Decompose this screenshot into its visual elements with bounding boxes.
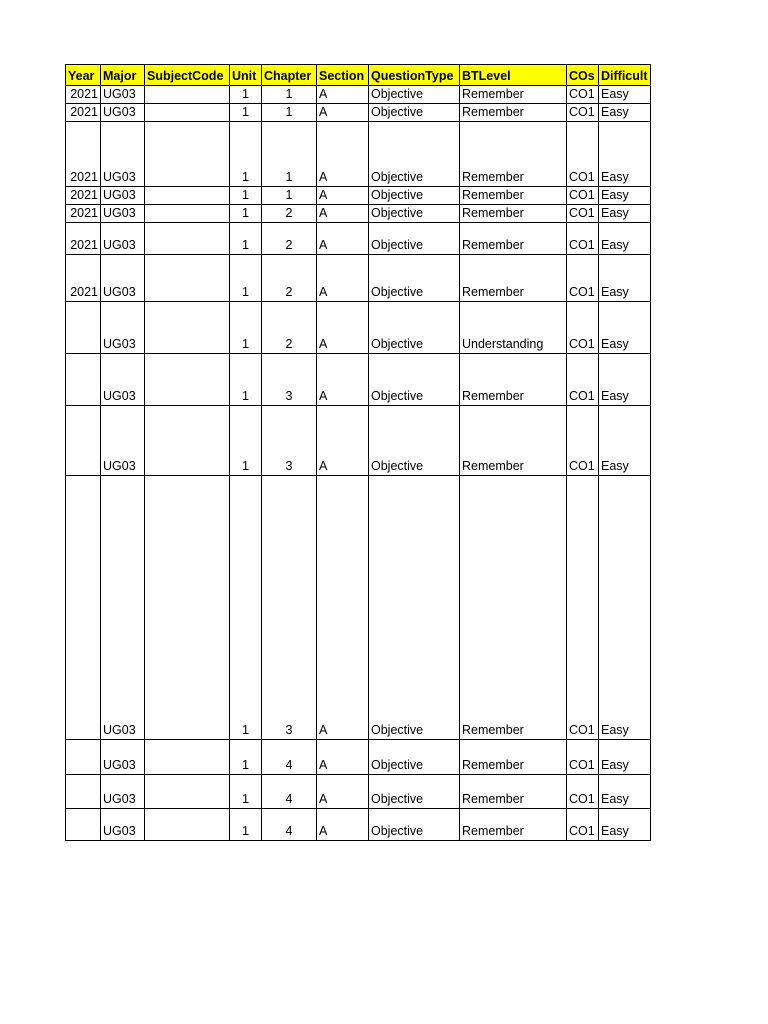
cell-difficult[interactable]: Easy: [599, 86, 651, 104]
table-row: [66, 476, 651, 740]
cell-year[interactable]: [66, 740, 101, 775]
cell-bt-level[interactable]: Remember: [460, 406, 567, 476]
cell-difficult[interactable]: Easy: [599, 775, 651, 809]
cell-subject-code[interactable]: [145, 476, 230, 740]
header-section[interactable]: Section: [317, 65, 369, 86]
cell-section[interactable]: A: [317, 223, 369, 255]
cell-section[interactable]: A: [317, 187, 369, 205]
cell-bt-level[interactable]: Remember: [460, 740, 567, 775]
cell-difficult[interactable]: Easy: [599, 809, 651, 841]
cell-difficult[interactable]: Easy: [599, 476, 651, 740]
table-row: [66, 809, 651, 841]
cell-subject-code[interactable]: [145, 406, 230, 476]
cell-section[interactable]: A: [317, 86, 369, 104]
cell-chapter[interactable]: 1: [262, 122, 317, 187]
cell-section[interactable]: A: [317, 255, 369, 302]
cell-subject-code[interactable]: [145, 740, 230, 775]
cell-bt-level[interactable]: Remember: [460, 354, 567, 406]
cell-subject-code[interactable]: [145, 775, 230, 809]
cell-chapter[interactable]: 3: [262, 354, 317, 406]
cell-year[interactable]: 2021: [66, 122, 101, 187]
cell-question-type[interactable]: Objective: [369, 122, 460, 187]
cell-major[interactable]: UG03: [101, 740, 145, 775]
cell-year[interactable]: 2021: [66, 255, 101, 302]
cell-unit[interactable]: 1: [230, 302, 262, 354]
cell-bt-level[interactable]: Remember: [460, 86, 567, 104]
cell-major[interactable]: UG03: [101, 205, 145, 223]
cell-year[interactable]: 2021: [66, 104, 101, 122]
cell-unit[interactable]: 1: [230, 187, 262, 205]
cell-cos[interactable]: CO1: [567, 302, 599, 354]
cell-subject-code[interactable]: [145, 302, 230, 354]
cell-major[interactable]: UG03: [101, 86, 145, 104]
cell-bt-level[interactable]: Remember: [460, 104, 567, 122]
cell-cos[interactable]: CO1: [567, 86, 599, 104]
cell-question-type[interactable]: Objective: [369, 205, 460, 223]
cell-cos[interactable]: CO1: [567, 406, 599, 476]
table-row: [66, 302, 651, 354]
cell-chapter[interactable]: 4: [262, 740, 317, 775]
cell-year[interactable]: 2021: [66, 223, 101, 255]
cell-unit[interactable]: 1: [230, 809, 262, 841]
cell-major[interactable]: UG03: [101, 775, 145, 809]
cell-major[interactable]: UG03: [101, 809, 145, 841]
cell-section[interactable]: A: [317, 809, 369, 841]
cell-cos[interactable]: CO1: [567, 740, 599, 775]
header-row-group: [66, 65, 651, 86]
question-bank-table: [65, 64, 651, 841]
table-row: [66, 354, 651, 406]
cell-year[interactable]: [66, 476, 101, 740]
cell-chapter[interactable]: 1: [262, 104, 317, 122]
cell-year[interactable]: [66, 354, 101, 406]
cell-year[interactable]: 2021: [66, 86, 101, 104]
cell-year[interactable]: [66, 809, 101, 841]
cell-subject-code[interactable]: [145, 255, 230, 302]
header-difficult[interactable]: Difficult: [599, 65, 651, 86]
cell-difficult[interactable]: Easy: [599, 205, 651, 223]
cell-bt-level[interactable]: Understanding: [460, 302, 567, 354]
table-row: [66, 122, 651, 187]
cell-year[interactable]: 2021: [66, 205, 101, 223]
cell-question-type[interactable]: Objective: [369, 354, 460, 406]
cell-difficult[interactable]: Easy: [599, 104, 651, 122]
header-question-type[interactable]: QuestionType: [369, 65, 460, 86]
table-row: [66, 187, 651, 205]
cell-question-type[interactable]: Objective: [369, 223, 460, 255]
cell-question-type[interactable]: Objective: [369, 302, 460, 354]
table-row: [66, 775, 651, 809]
cell-question-type[interactable]: Objective: [369, 775, 460, 809]
cell-question-type[interactable]: Objective: [369, 406, 460, 476]
cell-difficult[interactable]: Easy: [599, 302, 651, 354]
cell-year[interactable]: [66, 406, 101, 476]
cell-section[interactable]: A: [317, 740, 369, 775]
header-chapter[interactable]: Chapter: [262, 65, 317, 86]
cell-cos[interactable]: CO1: [567, 205, 599, 223]
cell-major[interactable]: UG03: [101, 302, 145, 354]
cell-chapter[interactable]: 2: [262, 205, 317, 223]
cell-unit[interactable]: 1: [230, 122, 262, 187]
cell-major[interactable]: UG03: [101, 104, 145, 122]
table-row: [66, 740, 651, 775]
cell-major[interactable]: UG03: [101, 406, 145, 476]
header-year[interactable]: Year: [66, 65, 101, 86]
cell-unit[interactable]: 1: [230, 255, 262, 302]
cell-major[interactable]: UG03: [101, 122, 145, 187]
cell-chapter[interactable]: 1: [262, 86, 317, 104]
cell-difficult[interactable]: Easy: [599, 255, 651, 302]
cell-unit[interactable]: 1: [230, 104, 262, 122]
cell-chapter[interactable]: 3: [262, 476, 317, 740]
cell-major[interactable]: UG03: [101, 187, 145, 205]
header-subject-code[interactable]: SubjectCode: [145, 65, 230, 86]
cell-section[interactable]: A: [317, 302, 369, 354]
cell-chapter[interactable]: 4: [262, 809, 317, 841]
table-row: [66, 205, 651, 223]
cell-chapter[interactable]: 4: [262, 775, 317, 809]
cell-cos[interactable]: CO1: [567, 775, 599, 809]
header-cos[interactable]: COs: [567, 65, 599, 86]
header-bt-level[interactable]: BTLevel: [460, 65, 567, 86]
cell-cos[interactable]: CO1: [567, 104, 599, 122]
header-row: [66, 65, 651, 86]
cell-subject-code[interactable]: [145, 187, 230, 205]
cell-cos[interactable]: CO1: [567, 122, 599, 187]
cell-year[interactable]: 2021: [66, 187, 101, 205]
cell-unit[interactable]: 1: [230, 223, 262, 255]
cell-unit[interactable]: 1: [230, 354, 262, 406]
cell-major[interactable]: UG03: [101, 354, 145, 406]
cell-cos[interactable]: CO1: [567, 255, 599, 302]
table-row: [66, 104, 651, 122]
cell-question-type[interactable]: Objective: [369, 187, 460, 205]
cell-section[interactable]: A: [317, 476, 369, 740]
cell-bt-level[interactable]: Remember: [460, 187, 567, 205]
cell-section[interactable]: A: [317, 104, 369, 122]
cell-subject-code[interactable]: [145, 122, 230, 187]
cell-section[interactable]: A: [317, 122, 369, 187]
cell-chapter[interactable]: 1: [262, 187, 317, 205]
cell-cos[interactable]: CO1: [567, 354, 599, 406]
cell-bt-level[interactable]: Remember: [460, 122, 567, 187]
cell-chapter[interactable]: 2: [262, 223, 317, 255]
cell-question-type[interactable]: Objective: [369, 476, 460, 740]
cell-cos[interactable]: CO1: [567, 809, 599, 841]
cell-subject-code[interactable]: [145, 809, 230, 841]
cell-bt-level[interactable]: Remember: [460, 223, 567, 255]
cell-year[interactable]: [66, 302, 101, 354]
cell-question-type[interactable]: Objective: [369, 86, 460, 104]
cell-cos[interactable]: CO1: [567, 187, 599, 205]
cell-subject-code[interactable]: [145, 104, 230, 122]
cell-major[interactable]: UG03: [101, 476, 145, 740]
cell-bt-level[interactable]: Remember: [460, 205, 567, 223]
cell-subject-code[interactable]: [145, 205, 230, 223]
cell-major[interactable]: UG03: [101, 255, 145, 302]
cell-unit[interactable]: 1: [230, 775, 262, 809]
cell-major[interactable]: UG03: [101, 223, 145, 255]
cell-question-type[interactable]: Objective: [369, 104, 460, 122]
header-unit[interactable]: Unit: [230, 65, 262, 86]
cell-chapter[interactable]: 2: [262, 255, 317, 302]
table-body: [66, 86, 651, 841]
cell-question-type[interactable]: Objective: [369, 809, 460, 841]
cell-bt-level[interactable]: Remember: [460, 775, 567, 809]
cell-bt-level[interactable]: Remember: [460, 476, 567, 740]
cell-bt-level[interactable]: Remember: [460, 809, 567, 841]
cell-unit[interactable]: 1: [230, 476, 262, 740]
cell-section[interactable]: A: [317, 775, 369, 809]
cell-section[interactable]: A: [317, 406, 369, 476]
cell-question-type[interactable]: Objective: [369, 255, 460, 302]
cell-unit[interactable]: 1: [230, 86, 262, 104]
cell-difficult[interactable]: Easy: [599, 187, 651, 205]
cell-subject-code[interactable]: [145, 354, 230, 406]
table-row: [66, 86, 651, 104]
cell-difficult[interactable]: Easy: [599, 223, 651, 255]
cell-section[interactable]: A: [317, 354, 369, 406]
cell-unit[interactable]: 1: [230, 406, 262, 476]
cell-section[interactable]: A: [317, 205, 369, 223]
cell-cos[interactable]: CO1: [567, 476, 599, 740]
table-row: [66, 406, 651, 476]
table-row: [66, 255, 651, 302]
cell-subject-code[interactable]: [145, 86, 230, 104]
cell-chapter[interactable]: 3: [262, 406, 317, 476]
cell-year[interactable]: [66, 775, 101, 809]
cell-bt-level[interactable]: Remember: [460, 255, 567, 302]
cell-difficult[interactable]: Easy: [599, 740, 651, 775]
cell-difficult[interactable]: Easy: [599, 122, 651, 187]
cell-difficult[interactable]: Easy: [599, 406, 651, 476]
cell-question-type[interactable]: Objective: [369, 740, 460, 775]
cell-unit[interactable]: 1: [230, 740, 262, 775]
cell-unit[interactable]: 1: [230, 205, 262, 223]
cell-difficult[interactable]: Easy: [599, 354, 651, 406]
cell-subject-code[interactable]: [145, 223, 230, 255]
cell-cos[interactable]: CO1: [567, 223, 599, 255]
table-row: [66, 223, 651, 255]
cell-chapter[interactable]: 2: [262, 302, 317, 354]
header-major[interactable]: Major: [101, 65, 145, 86]
